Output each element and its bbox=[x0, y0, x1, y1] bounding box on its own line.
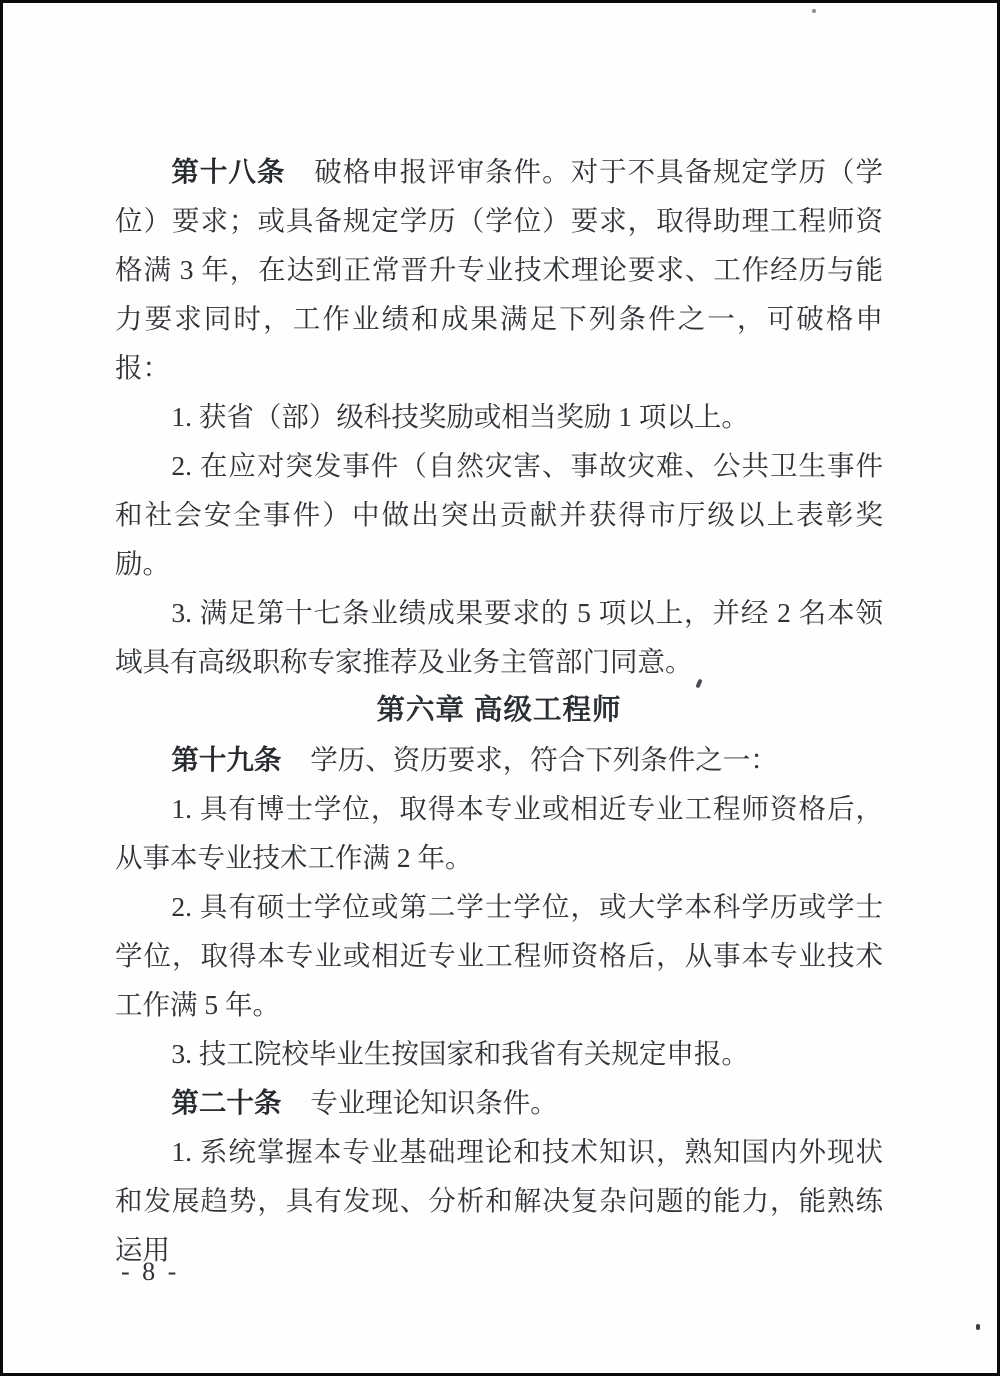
article-18-label: 第十八条 bbox=[171, 156, 286, 187]
article-18-item-2: 2. 在应对突发事件（自然灾害、事故灾难、公共卫生事件和社会安全事件）中做出突出贡献并获得市厅级以上表彰奖励。 bbox=[115, 450, 883, 579]
chapter-6-heading: 第六章 高级工程师 bbox=[376, 694, 622, 726]
article-18-paragraph bbox=[115, 147, 883, 392]
article-20-paragraph bbox=[115, 1078, 883, 1127]
article-18-text: 破格申报评审条件。对于不具备规定学历（学位）要求；或具备规定学历（学位）要求，取得助理工程师资格满 3 年，在达到正常晋升专业技术理论要求、工作经历与能力要求同时，工作业绩和成果满足下列条件之一，可破格申报： bbox=[115, 156, 884, 383]
scan-speck bbox=[976, 1324, 980, 1330]
article-19-text: 学历、资历要求，符合下列条件之一： bbox=[310, 744, 778, 775]
article-20-label: 第二十条 bbox=[171, 1087, 282, 1118]
document-body bbox=[3, 3, 997, 1274]
article-19-label: 第十九条 bbox=[171, 744, 282, 775]
article-18-item-3: 3. 满足第十七条业绩成果要求的 5 项以上，并经 2 名本领域具有高级职称专家推荐及业务主管部门同意。 bbox=[115, 597, 883, 677]
article-20-text: 专业理论知识条件。 bbox=[310, 1087, 558, 1118]
page-number: - 8 - bbox=[121, 1257, 180, 1286]
article-20-item-1: 1. 系统掌握本专业基础理论和技术知识，熟知国内外现状和发展趋势，具有发现、分析和解决复杂问题的能力，能熟练运用 bbox=[115, 1136, 883, 1265]
scan-speck bbox=[812, 9, 816, 13]
article-19-item-2: 2. 具有硕士学位或第二学士学位，或大学本科学历或学士学位，取得本专业或相近专业工程师资格后，从事本专业技术工作满 5 年。 bbox=[115, 891, 883, 1020]
article-19-item-1: 1. 具有博士学位，取得本专业或相近专业工程师资格后，从事本专业技术工作满 2 年。 bbox=[115, 793, 883, 873]
article-19-item-3: 3. 技工院校毕业生按国家和我省有关规定申报。 bbox=[171, 1038, 749, 1069]
article-18-item-1: 1. 获省（部）级科技奖励或相当奖励 1 项以上。 bbox=[171, 401, 749, 432]
article-19-paragraph bbox=[115, 735, 883, 784]
